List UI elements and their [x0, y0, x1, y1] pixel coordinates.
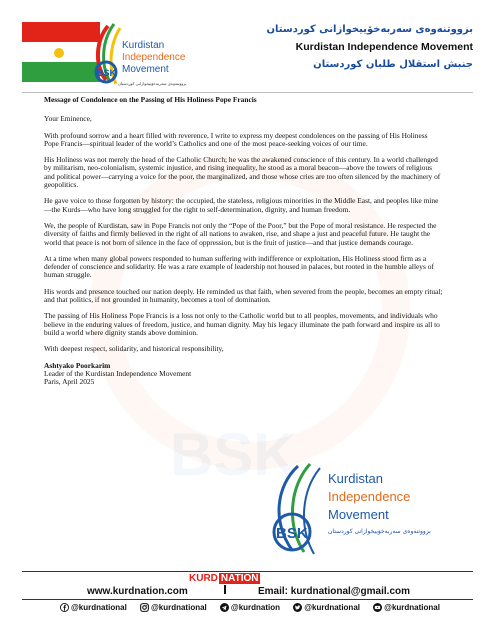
social-facebook[interactable] — [60, 603, 127, 612]
social-handle: @kurdnational — [384, 603, 440, 612]
letter-title: Message of Condolence on the Passing of His Holiness Pope Francis — [44, 95, 257, 104]
header-persian-title: جنبش استقلال طلبان کوردستان — [313, 59, 473, 70]
signature-role: Leader of the Kurdistan Independence Movement — [44, 368, 192, 378]
social-youtube[interactable] — [373, 603, 440, 612]
logo-word-movement: Movement — [122, 64, 169, 75]
youtube-icon — [373, 603, 382, 612]
stamp-word-movement: Movement — [328, 507, 389, 522]
facebook-icon — [60, 603, 69, 612]
kurdnation-nation: NATION — [220, 573, 259, 584]
signature-block — [44, 362, 444, 387]
social-handle: @kurdnational — [150, 603, 207, 612]
logo-word-independence: Independence — [122, 52, 186, 63]
kurdnation-logo — [188, 573, 260, 584]
instagram-icon — [140, 603, 149, 612]
social-links — [60, 603, 440, 612]
svg-text:BSK: BSK — [97, 68, 117, 78]
letter-paragraph: His Holiness was not merely the head of the Catholic Church; he was the awakened conscience of this century. In a world challenged by militarism, neo-colonialism, systemic injustice, and rising inequality, he stood as a moral beacon—above the towers of religious and political power—carrying a voice for the poor, the marginalized, and those whose cries are too often silenced by the machinery of geopolitics. — [44, 155, 441, 190]
footer-email-link[interactable]: Email: kurdnational@gmail.com — [258, 586, 411, 597]
signature-logo-stamp — [258, 462, 458, 562]
logo-word-kurdistan: Kurdistan — [122, 40, 165, 51]
movement-logo — [88, 20, 228, 90]
signature-name: Ashtyako Poorkarim — [44, 360, 111, 370]
header-english-title: Kurdistan Independence Movement — [295, 41, 473, 53]
social-handle: @kurdnation — [230, 603, 281, 612]
letter-paragraph: At a time when many global powers responded to human suffering with indifference or exploitation, His Holiness stood firm as a defender of conscience and solidarity. He was a rare example of leadership not housed in palaces, but rooted in the humble alleys of human struggle. — [44, 253, 434, 280]
letter-paragraph: We, the people of Kurdistan, saw in Pope Francis not only the “Pope of the Poor,” but the Pope of moral resistance. He respected the diversity of faiths and firmly believed in the right of all nations to awaken, rise, and shape a just and peaceful future. He taught the world that peace is not born of silence in the face of oppression, but is the fruit of justice—and that justice demands courage. — [44, 220, 437, 247]
footer-divider-bottom — [22, 599, 473, 600]
letter-paragraph: With profound sorrow and a heart filled with reverence, I write to express my deepest condolences on the passing of His Holiness Pope Francis—spiritual leader of the world’s Catholics and one of the most peace-seeking voices of our time. — [44, 130, 428, 148]
header-titles — [267, 24, 473, 70]
kurdnation-kurd: KURD — [189, 573, 218, 584]
footer-divider-top — [22, 571, 473, 572]
social-twitter[interactable] — [293, 603, 360, 612]
svg-text:BSK: BSK — [276, 525, 308, 542]
logo-subtitle: بزووتنەوەی سەربەخۆییخوازانی کوردستان — [118, 81, 187, 86]
footer-website-link[interactable]: www.kurdnation.com — [87, 586, 188, 597]
letter-paragraph: The passing of His Holiness Pope Francis is a loss not only to the Catholic world but to all peoples, movements, and individuals who believe in the enduring values of freedom, justice, and human dignity. May his legacy illuminate the path forward and inspire us all to build a world where dignity stands above dominion. — [44, 311, 440, 337]
social-instagram[interactable] — [140, 603, 207, 612]
stamp-word-independence: Independence — [328, 489, 411, 504]
signature-place-date: Paris, April 2025 — [44, 377, 95, 387]
watermark-bsk: BSK — [170, 421, 297, 488]
letter-paragraph: He gave voice to those forgotten by history: the occupied, the stateless, religious minorities in the Middle East, and peoples like mine—the Kurds—who have long struggled for the right to self-determination, dignity, and human freedom. — [44, 196, 439, 214]
letter-body — [44, 96, 444, 386]
letter-closing: With deepest respect, solidarity, and historical responsibility, — [44, 344, 224, 354]
header-divider — [22, 92, 473, 93]
header-kurdish-title: بزووتنەوەی سەربەخۆییخوازانی کوردستان — [266, 24, 473, 35]
letter-salutation: Your Eminence, — [44, 114, 92, 124]
social-handle: @kurdnational — [71, 603, 127, 612]
twitter-icon — [293, 603, 302, 612]
stamp-word-kurdistan: Kurdistan — [328, 471, 383, 486]
social-telegram[interactable] — [220, 603, 280, 612]
kurdnation-stem — [224, 585, 226, 594]
social-handle: @kurdnational — [304, 603, 360, 612]
letter-paragraph: His words and presence touched our nation deeply. He reminded us that faith, when severed from the people, becomes an empty ritual; and that politics, if not grounded in humanity, becomes a tool of domination. — [44, 286, 443, 305]
telegram-icon — [220, 603, 229, 612]
stamp-subtitle: بزووتنەوەی سەربەخۆییخوازانی کوردستان — [328, 528, 431, 535]
